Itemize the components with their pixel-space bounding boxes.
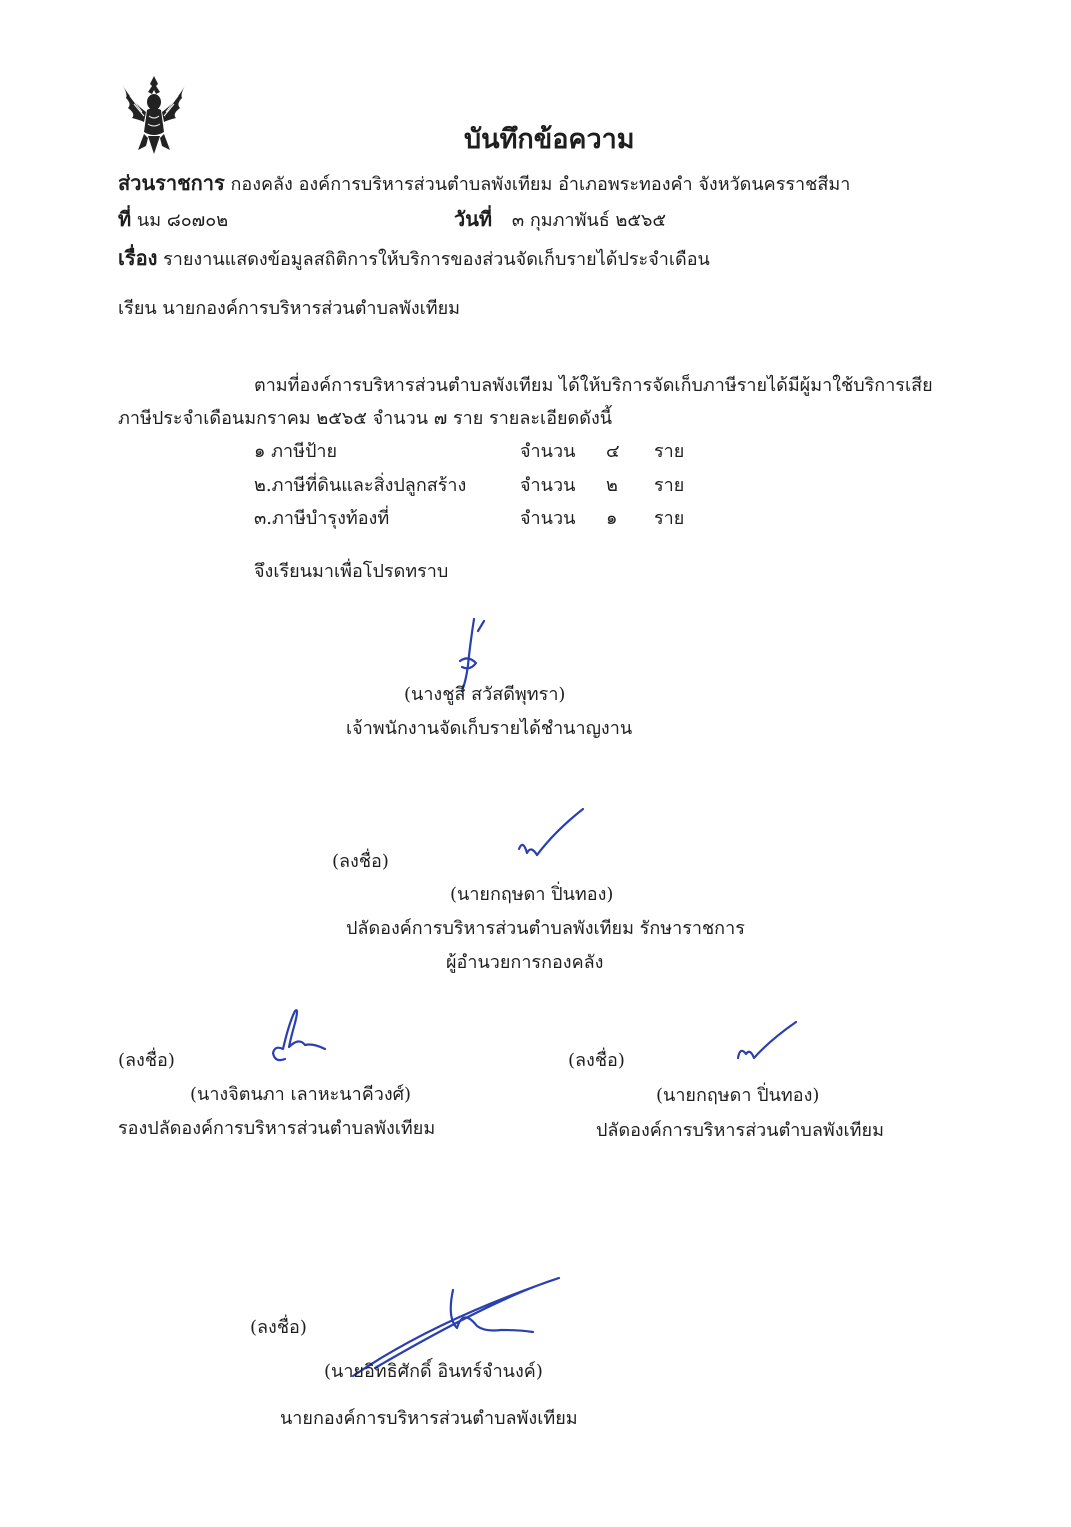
tax-item-count-label: จำนวน — [520, 508, 576, 529]
garuda-emblem-icon — [118, 72, 190, 156]
handwritten-signature-2 — [515, 805, 590, 865]
tax-item-count-label: จำนวน — [520, 441, 576, 462]
agency-line — [118, 172, 850, 196]
tax-item-count: ๒ — [606, 475, 618, 496]
document-title: บันทึกข้อความ — [464, 124, 635, 155]
tax-item-count-label: จำนวน — [520, 475, 576, 496]
agency-value: กองคลัง องค์การบริหารส่วนตำบลพังเทียม อำเภอพระทองคำ จังหวัดนครราชสีมา — [230, 174, 851, 195]
reference-label: ที่ — [118, 207, 132, 231]
signatory-4-position: ปลัดองค์การบริหารส่วนตำบลพังเทียม — [596, 1120, 884, 1141]
reference-line — [118, 208, 228, 232]
tax-item-count: ๔ — [606, 441, 620, 462]
signatory-3-position: รองปลัดองค์การบริหารส่วนตำบลพังเทียม — [118, 1118, 436, 1139]
signatory-1-name: (นางชูสี สวัสดีพุทรา) — [404, 684, 566, 705]
handwritten-signature-4 — [734, 1018, 804, 1074]
signatory-3-sign-label: (ลงชื่อ) — [118, 1050, 175, 1071]
signatory-5-sign-label: (ลงชื่อ) — [250, 1317, 307, 1338]
signatory-3-name: (นางจิตนภา เลาหะนาคีวงศ์) — [190, 1084, 412, 1105]
agency-label: ส่วนราชการ — [118, 171, 225, 195]
date-label: วันที่ — [454, 207, 493, 231]
handwritten-signature-1 — [440, 615, 500, 695]
salutation: เรียน นายกองค์การบริหารส่วนตำบลพังเทียม — [118, 298, 461, 319]
body-paragraph-line-2: ภาษีประจำเดือนมกราคม ๒๕๖๕ จำนวน ๗ ราย รายละเอียดดังนี้ — [118, 408, 613, 429]
signatory-1-position: เจ้าพนักงานจัดเก็บรายได้ชำนาญงาน — [346, 718, 633, 739]
subject-line — [118, 247, 710, 271]
tax-item-name: ๒.ภาษีที่ดินและสิ่งปลูกสร้าง — [254, 475, 467, 496]
tax-item-count: ๑ — [606, 508, 618, 529]
closing-line: จึงเรียนมาเพื่อโปรดทราบ — [254, 561, 449, 582]
signatory-4-sign-label: (ลงชื่อ) — [568, 1050, 625, 1071]
subject-value: รายงานแสดงข้อมูลสถิติการให้บริการของส่วนจัดเก็บรายได้ประจำเดือน — [163, 249, 710, 270]
handwritten-signature-3 — [265, 1003, 335, 1073]
signatory-4-name: (นายกฤษดา ปิ่นทอง) — [656, 1085, 820, 1106]
tax-item-unit: ราย — [654, 508, 685, 529]
tax-item-name: ๑ ภาษีป้าย — [254, 441, 338, 462]
tax-item-unit: ราย — [654, 475, 685, 496]
signatory-2-name: (นายกฤษดา ปิ่นทอง) — [450, 884, 614, 905]
tax-item-unit: ราย — [654, 441, 685, 462]
signatory-2-position: ปลัดองค์การบริหารส่วนตำบลพังเทียม รักษาราชการ — [346, 918, 745, 939]
signatory-2-position-2: ผู้อำนวยการกองคลัง — [446, 952, 604, 973]
reference-value: นม ๘๐๗๐๒ — [136, 210, 229, 231]
body-paragraph-line-1: ตามที่องค์การบริหารส่วนตำบลพังเทียม ได้ให้บริการจัดเก็บภาษีรายได้มีผู้มาใช้บริการเสีย — [254, 375, 933, 396]
subject-label: เรื่อง — [118, 246, 158, 270]
signatory-2-sign-label: (ลงชื่อ) — [332, 851, 389, 872]
tax-item-name: ๓.ภาษีบำรุงท้องที่ — [254, 508, 390, 529]
date-value: ๓ กุมภาพันธ์ ๒๕๖๕ — [511, 210, 667, 231]
signatory-5-name: (นายอิทธิศักดิ์ อินทร์จำนงค์) — [324, 1361, 543, 1382]
date-line — [454, 208, 666, 232]
signatory-5-position: นายกองค์การบริหารส่วนตำบลพังเทียม — [280, 1408, 578, 1429]
